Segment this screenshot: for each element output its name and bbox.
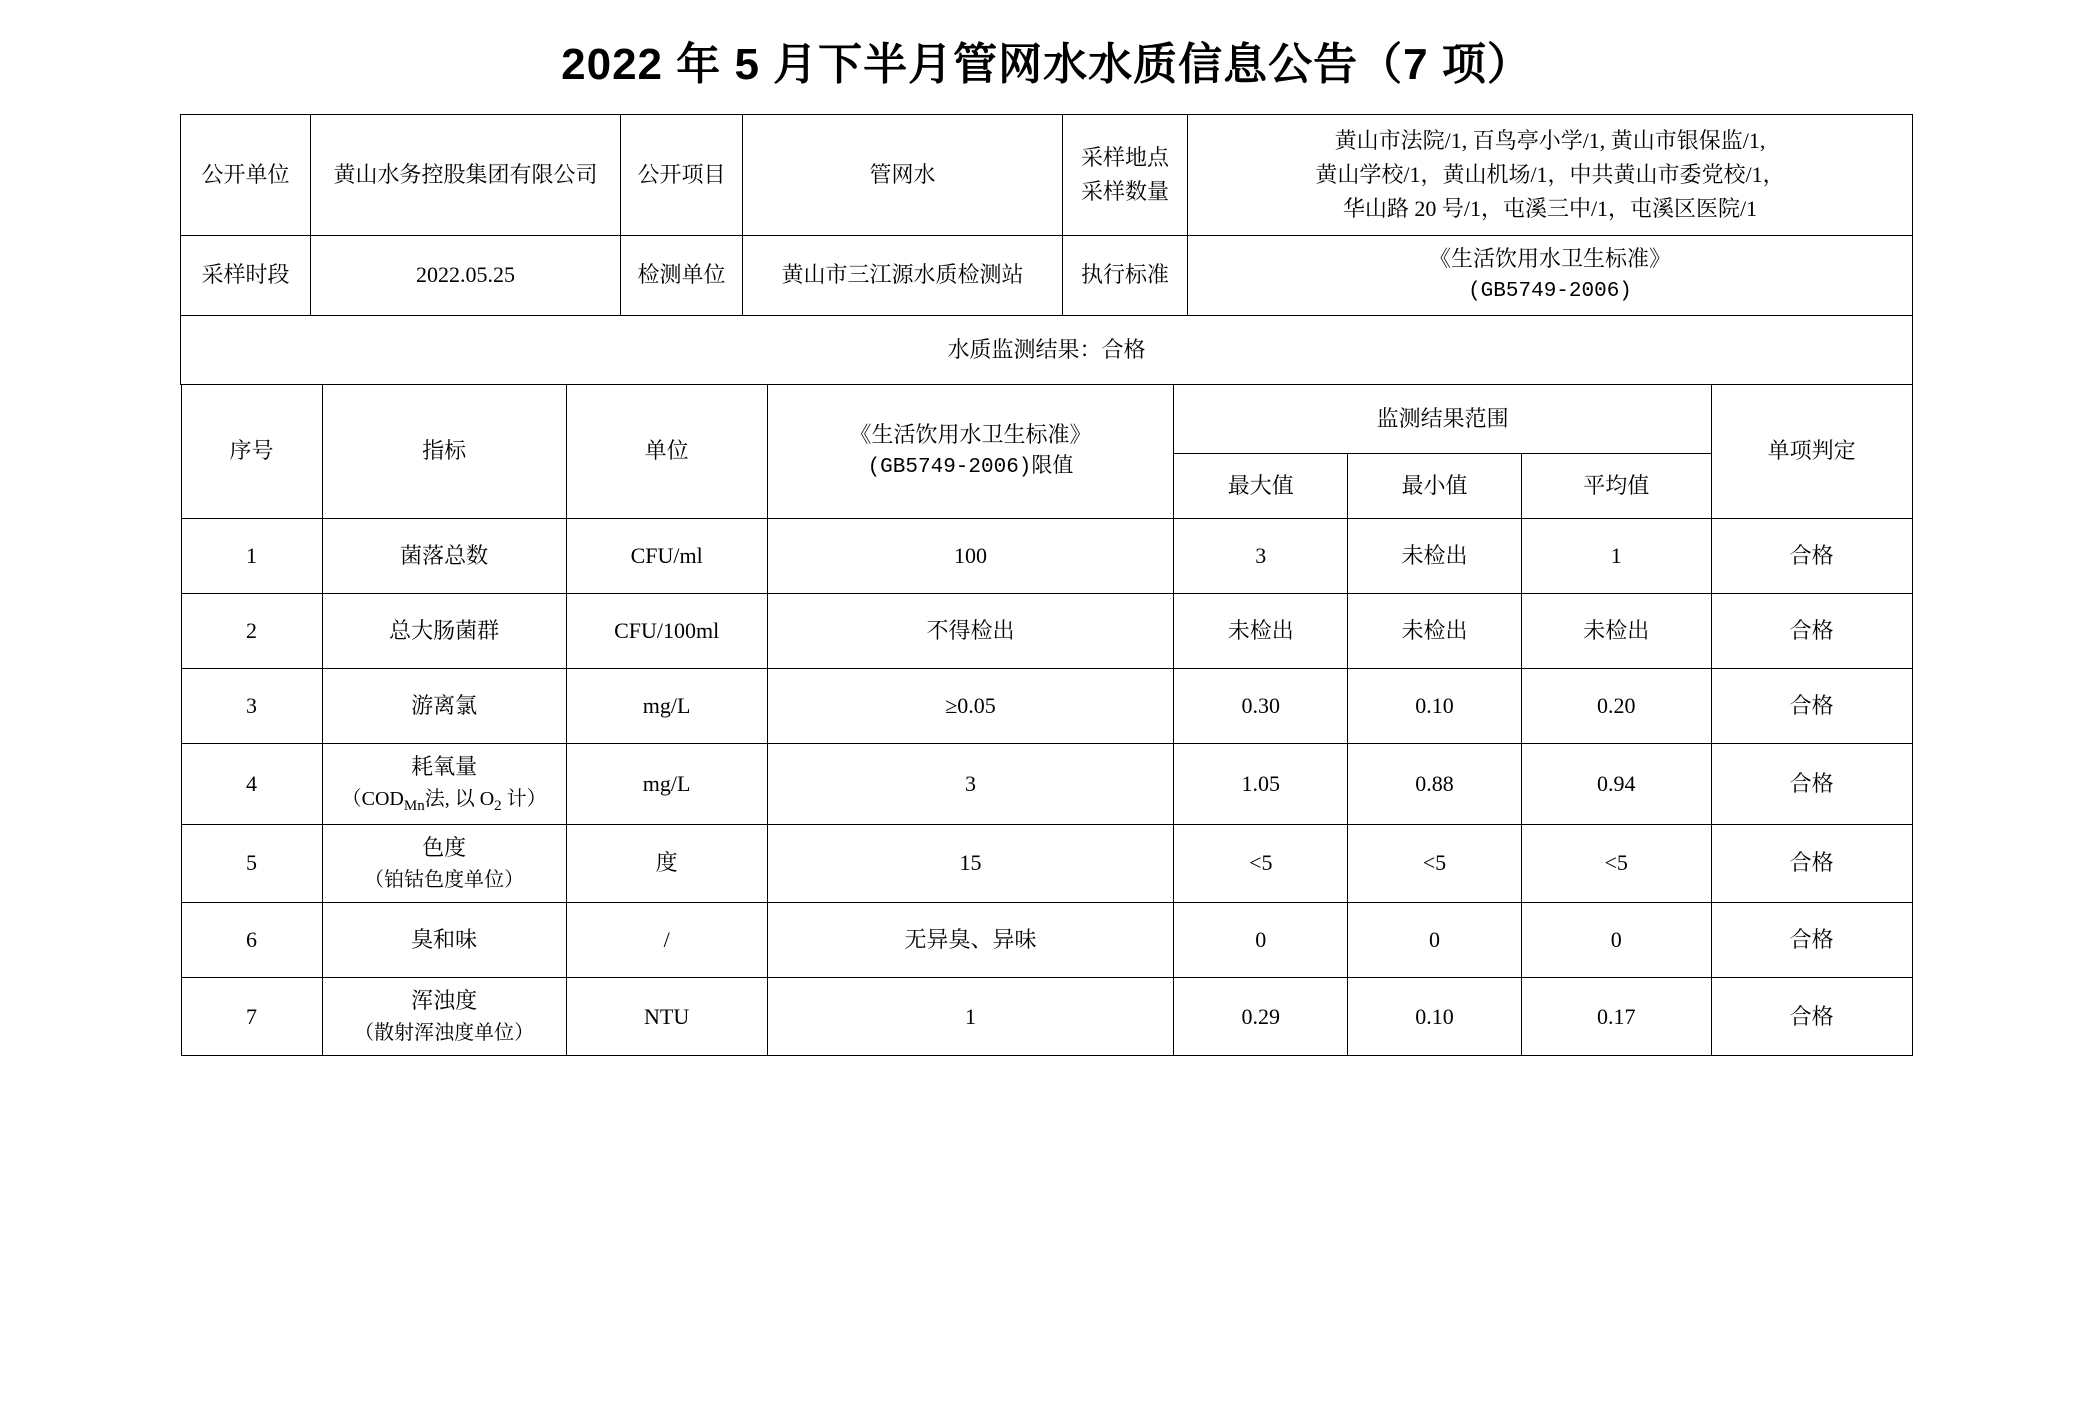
project-value: 管网水: [743, 115, 1063, 236]
sampling-sites-line1: 黄山市法院/1, 百鸟亭小学/1, 黄山市银保监/1,: [1334, 127, 1766, 153]
row-avg: 0: [1521, 903, 1711, 978]
row-limit: ≥0.05: [767, 668, 1174, 743]
publisher-value: 黄山水务控股集团有限公司: [311, 115, 621, 236]
row-index: 4: [181, 743, 322, 824]
row-unit: CFU/100ml: [566, 593, 767, 668]
row-index: 2: [181, 593, 322, 668]
header-limit: [767, 384, 1174, 518]
sampling-sites-line3: 华山路 20 号/1，屯溪三中/1，屯溪区医院/1: [1342, 196, 1758, 222]
header-max: 最大值: [1174, 453, 1348, 518]
row-unit: mg/L: [566, 668, 767, 743]
page-title: 2022 年 5 月下半月管网水水质信息公告（7 项）: [561, 40, 1532, 89]
row-indicator: 总大肠菌群: [322, 593, 566, 668]
row-unit: NTU: [566, 978, 767, 1056]
row-min: 0.88: [1348, 743, 1522, 824]
row-limit: 1: [767, 978, 1174, 1056]
row-judgement: 合格: [1711, 903, 1912, 978]
measurements-header-row-1: [181, 384, 1912, 453]
row-indicator-line1: 耗氧量: [411, 753, 478, 779]
row-judgement: 合格: [1711, 668, 1912, 743]
row-indicator: [322, 978, 566, 1056]
header-min: 最小值: [1348, 453, 1522, 518]
row-limit: 不得检出: [767, 593, 1174, 668]
row-indicator: 菌落总数: [322, 518, 566, 593]
row-indicator-line1: 浑浊度: [411, 988, 478, 1014]
sampling-sites-value: [1188, 115, 1913, 236]
standard-value: [1188, 236, 1913, 316]
row-limit: 无异臭、异味: [767, 903, 1174, 978]
testing-unit-label: 检测单位: [621, 236, 743, 316]
measurements-table: [181, 384, 1913, 1057]
sampling-site-label-line1: 采样地点: [1080, 144, 1169, 170]
publisher-label: 公开单位: [181, 115, 311, 236]
water-quality-report-table: [180, 114, 1913, 385]
header-limit-line1: 《生活饮用水卫生标准》: [849, 421, 1092, 447]
row-indicator: 臭和味: [322, 903, 566, 978]
row-max: 0: [1174, 903, 1348, 978]
row-judgement: 合格: [1711, 518, 1912, 593]
header-avg: 平均值: [1521, 453, 1711, 518]
row-max: <5: [1174, 824, 1348, 902]
table-row: [181, 978, 1912, 1056]
row-indicator-line1: 色度: [422, 834, 467, 860]
row-avg: 0.94: [1521, 743, 1711, 824]
row-min: 0.10: [1348, 978, 1522, 1056]
row-avg: 1: [1521, 518, 1711, 593]
row-index: 6: [181, 903, 322, 978]
row-unit: mg/L: [566, 743, 767, 824]
info-row-period: [181, 236, 1913, 316]
table-row: [181, 903, 1912, 978]
standard-value-line2: (GB5749-2006): [1468, 280, 1632, 304]
header-index: 序号: [181, 384, 322, 518]
sampling-sites-line2: 黄山学校/1，黄山机场/1，中共黄山市委党校/1，: [1315, 161, 1785, 187]
sampling-site-label: [1063, 115, 1188, 236]
row-indicator-line2: （$COD_{Mn}$法, 以 $O_2$ 计）: [341, 787, 547, 814]
header-limit-line2: (GB5749-2006)限值: [867, 455, 1074, 479]
row-indicator-line2: （铂钴色度单位）: [364, 869, 525, 892]
table-row: [181, 824, 1912, 902]
row-max: 1.05: [1174, 743, 1348, 824]
row-min: 未检出: [1348, 593, 1522, 668]
row-unit: /: [566, 903, 767, 978]
project-label: 公开项目: [621, 115, 743, 236]
row-max: 0.30: [1174, 668, 1348, 743]
row-unit: CFU/ml: [566, 518, 767, 593]
standard-label: 执行标准: [1063, 236, 1188, 316]
row-avg: 0.17: [1521, 978, 1711, 1056]
period-value: 2022.05.25: [311, 236, 621, 316]
row-indicator: 游离氯: [322, 668, 566, 743]
info-row-publisher: [181, 115, 1913, 236]
testing-unit-value: 黄山市三江源水质检测站: [743, 236, 1063, 316]
row-index: 3: [181, 668, 322, 743]
row-min: <5: [1348, 824, 1522, 902]
header-judgement: 单项判定: [1711, 384, 1912, 518]
row-max: 3: [1174, 518, 1348, 593]
row-min: 未检出: [1348, 518, 1522, 593]
result-summary: 水质监测结果：合格: [181, 315, 1913, 384]
row-indicator: [322, 824, 566, 902]
row-max: 0.29: [1174, 978, 1348, 1056]
row-limit: 100: [767, 518, 1174, 593]
table-row: [181, 668, 1912, 743]
header-indicator: 指标: [322, 384, 566, 518]
row-avg: 未检出: [1521, 593, 1711, 668]
row-unit: 度: [566, 824, 767, 902]
row-judgement: 合格: [1711, 824, 1912, 902]
row-index: 5: [181, 824, 322, 902]
header-range-group: 监测结果范围: [1174, 384, 1711, 453]
table-row: [181, 518, 1912, 593]
row-min: 0: [1348, 903, 1522, 978]
row-judgement: 合格: [1711, 593, 1912, 668]
period-label: 采样时段: [181, 236, 311, 316]
row-index: 7: [181, 978, 322, 1056]
row-indicator: [322, 743, 566, 824]
table-row: [181, 593, 1912, 668]
row-avg: <5: [1521, 824, 1711, 902]
row-judgement: 合格: [1711, 978, 1912, 1056]
result-summary-row: [181, 315, 1913, 384]
row-limit: 3: [767, 743, 1174, 824]
row-max: 未检出: [1174, 593, 1348, 668]
row-limit: 15: [767, 824, 1174, 902]
sampling-site-label-line2: 采样数量: [1080, 179, 1169, 204]
row-avg: 0.20: [1521, 668, 1711, 743]
header-unit: 单位: [566, 384, 767, 518]
table-row: [181, 743, 1912, 824]
row-indicator-line2: （散射浑浊度单位）: [354, 1022, 535, 1045]
row-min: 0.10: [1348, 668, 1522, 743]
row-judgement: 合格: [1711, 743, 1912, 824]
row-index: 1: [181, 518, 322, 593]
standard-value-line1: 《生活饮用水卫生标准》: [1428, 246, 1671, 271]
